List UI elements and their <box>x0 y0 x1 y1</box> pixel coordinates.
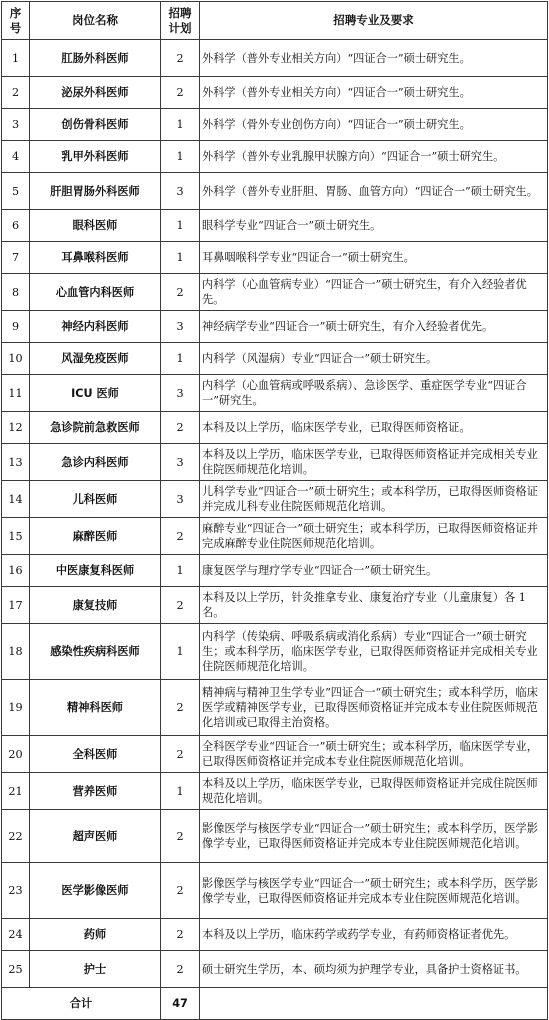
table-row <box>2 173 548 210</box>
position-name: 泌尿外科医师 <box>30 77 161 109</box>
plan-count: 1 <box>161 141 200 173</box>
table-row <box>2 109 548 141</box>
header-plan: 招聘计划 <box>161 2 200 40</box>
header-name: 岗位名称 <box>30 2 161 40</box>
requirements: 硕士研究生学历，本、硕均须为护理学专业，具备护士资格证书。 <box>200 951 548 988</box>
plan-count: 3 <box>161 375 200 412</box>
plan-count: 3 <box>161 481 200 518</box>
requirements: 康复医学与理疗学专业“四证合一”硕士研究生。 <box>200 555 548 587</box>
row-number: 19 <box>2 680 30 736</box>
plan-count: 1 <box>161 210 200 242</box>
row-number: 13 <box>2 444 30 481</box>
plan-count: 2 <box>161 40 200 77</box>
plan-count: 2 <box>161 863 200 919</box>
row-number: 9 <box>2 311 30 343</box>
plan-count: 3 <box>161 311 200 343</box>
total-label: 合计 <box>2 988 161 1020</box>
position-name: 乳甲外科医师 <box>30 141 161 173</box>
plan-count: 3 <box>161 444 200 481</box>
row-number: 20 <box>2 736 30 773</box>
position-name: 护士 <box>30 951 161 988</box>
row-number: 25 <box>2 951 30 988</box>
requirements: 本科及以上学历，临床医学专业，已取得医师资格证并完成相关专业住院医师规范化培训。 <box>200 444 548 481</box>
plan-count: 1 <box>161 343 200 375</box>
table-row <box>2 343 548 375</box>
position-name: 儿科医师 <box>30 481 161 518</box>
table-row <box>2 210 548 242</box>
plan-count: 2 <box>161 518 200 555</box>
position-name: 康复技师 <box>30 587 161 624</box>
table-row <box>2 736 548 773</box>
requirements: 外科学（骨外专业创伤方向）“四证合一”硕士研究生。 <box>200 109 548 141</box>
plan-count: 1 <box>161 242 200 274</box>
position-name: 急诊内科医师 <box>30 444 161 481</box>
position-name: ICU 医师 <box>30 375 161 412</box>
table-row <box>2 680 548 736</box>
requirements: 外科学（普外专业乳腺甲状腺方向）“四证合一”硕士研究生。 <box>200 141 548 173</box>
position-name: 心血管内科医师 <box>30 274 161 311</box>
row-number: 17 <box>2 587 30 624</box>
position-name: 耳鼻喉科医师 <box>30 242 161 274</box>
position-name: 麻醉医师 <box>30 518 161 555</box>
position-name: 创伤骨科医师 <box>30 109 161 141</box>
row-number: 11 <box>2 375 30 412</box>
plan-count: 1 <box>161 624 200 680</box>
position-name: 中医康复科医师 <box>30 555 161 587</box>
table-row <box>2 412 548 444</box>
requirements: 内科学（心血管病或呼吸系病）、急诊医学、重症医学专业“四证合一”研究生。 <box>200 375 548 412</box>
position-name: 风湿免疫医师 <box>30 343 161 375</box>
requirements: 眼科学专业“四证合一”硕士研究生。 <box>200 210 548 242</box>
row-number: 21 <box>2 773 30 810</box>
requirements: 外科学（普外专业相关方向）“四证合一”硕士研究生。 <box>200 40 548 77</box>
row-number: 8 <box>2 274 30 311</box>
plan-count: 1 <box>161 773 200 810</box>
requirements: 耳鼻咽喉科学专业“四证合一”硕士研究生。 <box>200 242 548 274</box>
plan-count: 1 <box>161 109 200 141</box>
table-row <box>2 951 548 988</box>
row-number: 5 <box>2 173 30 210</box>
plan-count: 2 <box>161 951 200 988</box>
table-row <box>2 810 548 863</box>
position-name: 肛肠外科医师 <box>30 40 161 77</box>
position-name: 药师 <box>30 919 161 951</box>
row-number: 3 <box>2 109 30 141</box>
table-row <box>2 863 548 919</box>
row-number: 2 <box>2 77 30 109</box>
total-value: 47 <box>161 988 200 1020</box>
requirements: 影像医学与核医学专业“四证合一”硕士研究生；或本科学历，医学影像学专业，已取得医师资格证并完成本专业住院医师规范化培训。 <box>200 810 548 863</box>
plan-count: 1 <box>161 555 200 587</box>
plan-count: 2 <box>161 412 200 444</box>
plan-count: 2 <box>161 77 200 109</box>
position-name: 营养医师 <box>30 773 161 810</box>
table-row <box>2 141 548 173</box>
header-requirements: 招聘专业及要求 <box>200 2 548 40</box>
table-row <box>2 624 548 680</box>
table-row <box>2 518 548 555</box>
table-row <box>2 919 548 951</box>
row-number: 1 <box>2 40 30 77</box>
position-name: 急诊院前急救医师 <box>30 412 161 444</box>
plan-count: 2 <box>161 919 200 951</box>
total-row <box>2 988 548 1020</box>
plan-count: 2 <box>161 274 200 311</box>
requirements: 外科学（普外专业肝胆、胃肠、血管方向）“四证合一”硕士研究生。 <box>200 173 548 210</box>
row-number: 22 <box>2 810 30 863</box>
position-name: 神经内科医师 <box>30 311 161 343</box>
table-body <box>2 40 548 988</box>
plan-count: 2 <box>161 587 200 624</box>
row-number: 18 <box>2 624 30 680</box>
plan-count: 2 <box>161 810 200 863</box>
requirements: 本科及以上学历，临床医学专业，已取得医师资格证。 <box>200 412 548 444</box>
requirements: 内科学（心血管病专业）“四证合一”硕士研究生，有介入经验者优先。 <box>200 274 548 311</box>
requirements: 外科学（普外专业相关方向）“四证合一”硕士研究生。 <box>200 77 548 109</box>
table-row <box>2 481 548 518</box>
table-row <box>2 40 548 77</box>
requirements: 神经病学专业“四证合一”硕士研究生，有介入经验者优先。 <box>200 311 548 343</box>
row-number: 4 <box>2 141 30 173</box>
table-row <box>2 555 548 587</box>
table-row <box>2 77 548 109</box>
plan-count: 2 <box>161 736 200 773</box>
requirements: 本科及以上学历，临床医学专业，已取得医师资格证并完成住院医师规范化培训。 <box>200 773 548 810</box>
position-name: 超声医师 <box>30 810 161 863</box>
table-row <box>2 375 548 412</box>
position-name: 感染性疾病科医师 <box>30 624 161 680</box>
table-header-row <box>2 2 548 40</box>
row-number: 24 <box>2 919 30 951</box>
requirements: 麻醉专业“四证合一”硕士研究生；或本科学历，已取得医师资格证并完成麻醉专业住院医师规范化培训。 <box>200 518 548 555</box>
position-name: 全科医师 <box>30 736 161 773</box>
row-number: 7 <box>2 242 30 274</box>
row-number: 10 <box>2 343 30 375</box>
requirements: 本科及以上学历，临床药学或药学专业，有药师资格证者优先。 <box>200 919 548 951</box>
requirements: 影像医学与核医学专业“四证合一”硕士研究生；或本科学历，医学影像学专业，已取得医师资格证并完成本专业住院医师规范化培训。 <box>200 863 548 919</box>
plan-count: 3 <box>161 173 200 210</box>
table-row <box>2 773 548 810</box>
requirements: 精神病与精神卫生学专业”四证合一“硕士研究生；或本科学历，临床医学或精神医学专业，已取得医师资格证并完成本专业住院医师规范化培训或已取得主治资格。 <box>200 680 548 736</box>
table-row <box>2 444 548 481</box>
row-number: 15 <box>2 518 30 555</box>
position-name: 眼科医师 <box>30 210 161 242</box>
requirements: 内科学（传染病、呼吸系病或消化系病）专业“四证合一”硕士研究生；或本科学历，临床医学专业，已取得医师资格证并完成相关专业住院医师规范化培训。 <box>200 624 548 680</box>
position-name: 医学影像医师 <box>30 863 161 919</box>
row-number: 12 <box>2 412 30 444</box>
plan-count: 2 <box>161 680 200 736</box>
requirements: 儿科学专业“四证合一”硕士研究生；或本科学历，已取得医师资格证并完成儿科专业住院医师规范化培训。 <box>200 481 548 518</box>
table-row <box>2 587 548 624</box>
table-row <box>2 311 548 343</box>
table-row <box>2 242 548 274</box>
header-no: 序号 <box>2 2 30 40</box>
position-name: 精神科医师 <box>30 680 161 736</box>
total-empty-cell <box>200 988 548 1020</box>
requirements: 本科及以上学历，针灸推拿专业、康复治疗专业（儿童康复）各 1 名。 <box>200 587 548 624</box>
table-row <box>2 274 548 311</box>
requirements: 全科医学专业“四证合一”硕士研究生；或本科学历，临床医学专业，已取得医师资格证并完成本专业住院医师规范化培训。 <box>200 736 548 773</box>
requirements: 内科学（风湿病）专业“四证合一”硕士研究生。 <box>200 343 548 375</box>
recruitment-table <box>1 1 548 1020</box>
position-name: 肝胆胃肠外科医师 <box>30 173 161 210</box>
row-number: 23 <box>2 863 30 919</box>
row-number: 16 <box>2 555 30 587</box>
row-number: 14 <box>2 481 30 518</box>
row-number: 6 <box>2 210 30 242</box>
